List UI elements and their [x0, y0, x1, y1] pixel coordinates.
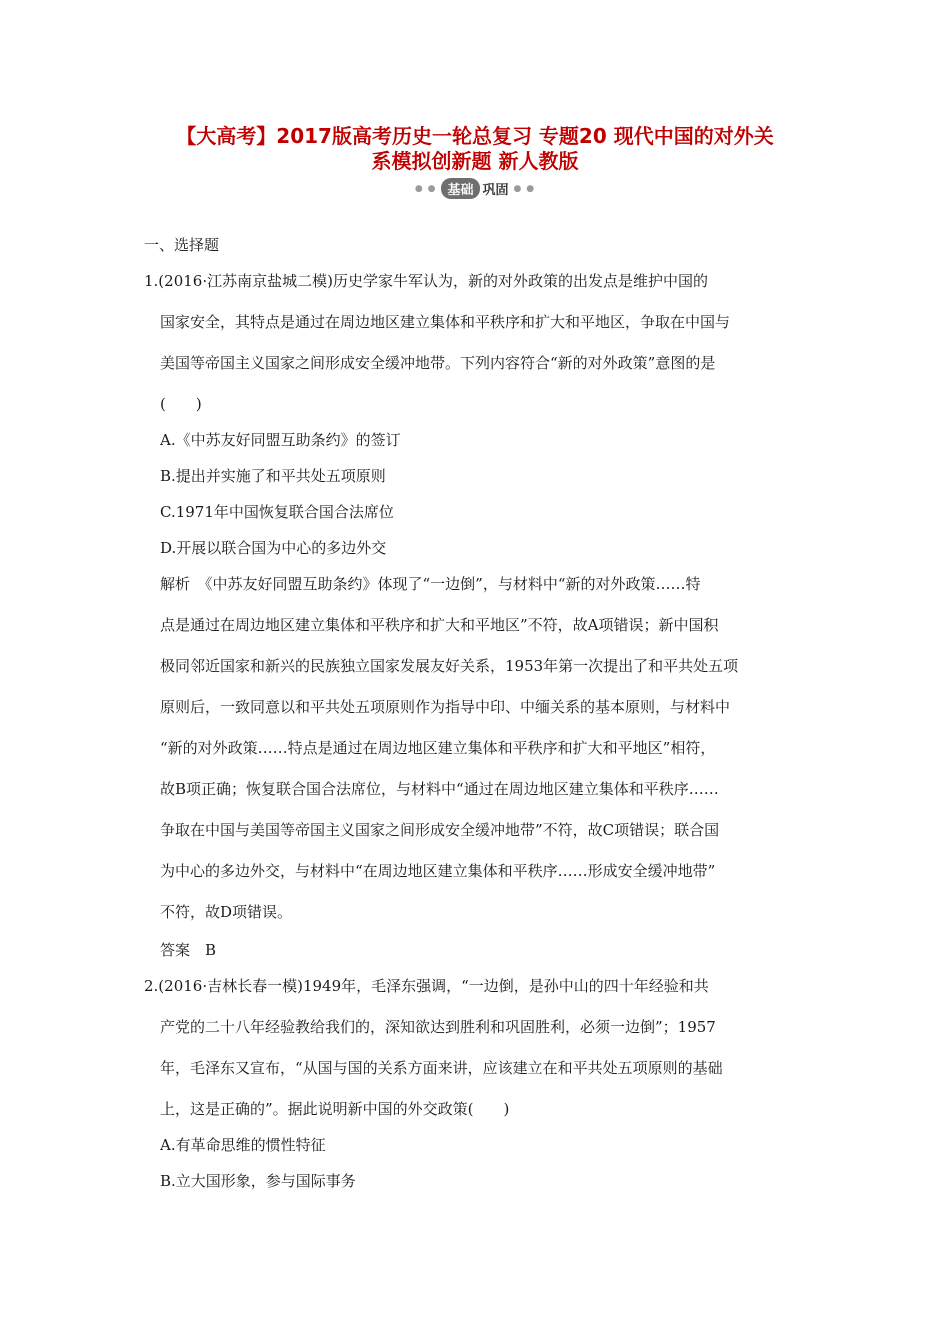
option-a: A.有革命思维的惯性特征	[160, 1136, 326, 1154]
option-b: B.提出并实施了和平共处五项原则	[160, 467, 386, 485]
option-a: A.《中苏友好同盟互助条约》的签订	[160, 431, 401, 449]
option-c: C.1971年中国恢复联合国合法席位	[160, 503, 394, 521]
option-b: B.立大国形象，参与国际事务	[160, 1172, 356, 1190]
question-stem-line: 上，这是正确的”。据此说明新中国的外交政策( )	[160, 1100, 510, 1118]
analysis-line: 点是通过在周边地区建立集体和平秩序和扩大和平地区”不符，故A项错误；新中国积	[160, 616, 719, 634]
analysis-line: 争取在中国与美国等帝国主义国家之间形成安全缓冲地带”不符，故C项错误；联合国	[160, 821, 720, 839]
analysis-line: 故B项正确；恢复联合国合法席位，与材料中“通过在周边地区建立集体和平秩序……	[160, 780, 719, 798]
analysis-line: 原则后，一致同意以和平共处五项原则作为指导中印、中缅关系的基本原则，与材料中	[160, 698, 731, 716]
analysis-line: “新的对外政策……特点是通过在周边地区建立集体和平秩序和扩大和平地区”相符，	[160, 739, 716, 757]
badge-label-right: 巩固	[482, 183, 509, 198]
answer-blank: ( )	[160, 395, 202, 413]
section-badge	[0, 178, 950, 199]
dots-decoration-right: ● ●	[513, 183, 536, 194]
question-stem-line: 1.(2016·江苏南京盐城二模)历史学家牛军认为，新的对外政策的出发点是维护中国的	[144, 272, 708, 290]
question-stem-line: 年，毛泽东又宣布，“从国与国的关系方面来讲，应该建立在和平共处五项原则的基础	[160, 1059, 723, 1077]
question-stem-line: 国家安全，其特点是通过在周边地区建立集体和平秩序和扩大和平地区，争取在中国与	[160, 313, 731, 331]
option-d: D.开展以联合国为中心的多边外交	[160, 539, 387, 557]
analysis-line: 为中心的多边外交，与材料中“在周边地区建立集体和平秩序……形成安全缓冲地带”	[160, 862, 716, 880]
title-line-1: 【大高考】2017版高考历史一轮总复习 专题20 现代中国的对外关	[176, 124, 774, 148]
badge-label-left: 基础	[441, 178, 479, 199]
analysis-line: 不符，故D项错误。	[160, 903, 293, 921]
question-stem-line: 产党的二十八年经验教给我们的，深知欲达到胜利和巩固胜利，必须一边倒”；1957	[160, 1018, 716, 1036]
analysis-line: 解析 《中苏友好同盟互助条约》体现了“一边倒”，与材料中“新的对外政策……特	[160, 575, 701, 593]
question-stem-line: 美国等帝国主义国家之间形成安全缓冲地带。下列内容符合“新的对外政策”意图的是	[160, 354, 716, 372]
title-line-2: 系模拟创新题 新人教版	[371, 149, 579, 173]
section-heading: 一、选择题	[144, 236, 220, 254]
dots-decoration-left: ● ●	[414, 183, 437, 194]
answer-line: 答案 B	[160, 941, 217, 959]
question-stem-line: 2.(2016·吉林长春一模)1949年，毛泽东强调，“一边倒，是孙中山的四十年经验和共	[144, 977, 709, 995]
analysis-line: 极同邻近国家和新兴的民族独立国家发展友好关系，1953年第一次提出了和平共处五项	[160, 657, 739, 675]
